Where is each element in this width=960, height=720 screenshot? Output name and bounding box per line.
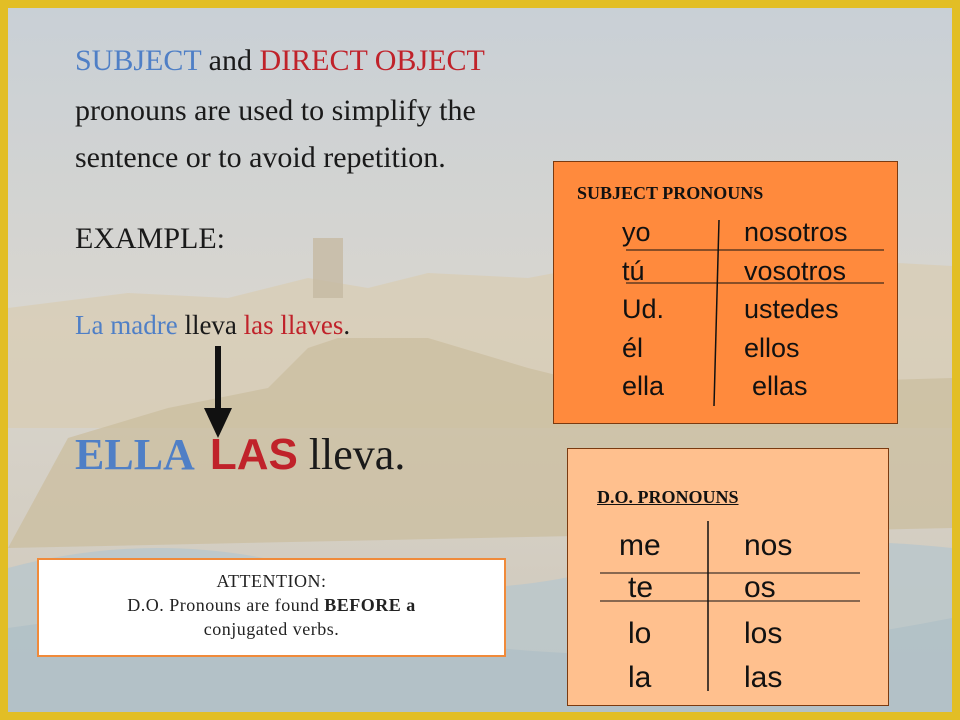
and-word: and xyxy=(201,44,260,77)
do-sg-2: te xyxy=(628,571,654,604)
example-object: las llaves xyxy=(243,310,344,340)
subj-pl-5: ellas xyxy=(752,371,808,401)
down-arrow-icon xyxy=(202,346,234,438)
do-pl-2: os xyxy=(744,571,776,604)
do-sg-3: lo xyxy=(628,617,652,650)
subj-pl-3: ustedes xyxy=(744,294,839,324)
do-sg-4: la xyxy=(628,661,652,694)
do-pronouns-header: D.O. PRONOUNS xyxy=(597,487,739,507)
do-pl-4: las xyxy=(744,661,783,694)
result-sentence xyxy=(75,430,405,480)
do-pl-3: los xyxy=(744,617,783,650)
subject-table-lines xyxy=(554,162,899,425)
attention-title: ATTENTION: xyxy=(216,571,327,591)
do-table-lines xyxy=(568,449,890,707)
attention-before-emphasis: BEFORE a xyxy=(324,595,416,615)
subj-pl-4: ellos xyxy=(744,333,800,363)
result-lleva: lleva. xyxy=(297,430,406,479)
subject-pronouns-header: SUBJECT PRONOUNS xyxy=(577,183,764,203)
example-subject: La madre xyxy=(75,310,178,340)
direct-object-word: DIRECT OBJECT xyxy=(259,44,485,77)
attention-line-2 xyxy=(39,593,504,617)
subject-pronouns-box xyxy=(553,161,898,424)
subject-word: SUBJECT xyxy=(75,44,202,77)
subj-sg-5: ella xyxy=(622,371,665,401)
example-verb: lleva xyxy=(177,310,244,340)
do-pl-1: nos xyxy=(744,529,793,562)
do-sg-1: me xyxy=(619,529,661,562)
attention-line-3: conjugated verbs. xyxy=(203,619,340,639)
result-ella: ELLA xyxy=(75,430,195,479)
subj-pl-1: nosotros xyxy=(744,217,848,247)
intro-line-1 xyxy=(75,43,485,79)
do-pronouns-box xyxy=(567,448,889,706)
attention-box xyxy=(37,558,506,657)
subj-pl-2: vosotros xyxy=(744,256,847,286)
subj-sg-4: él xyxy=(622,333,644,363)
intro-line-3: sentence or to avoid repetition. xyxy=(75,141,446,174)
attention-line-2-text: D.O. Pronouns are found xyxy=(127,595,325,615)
intro-line-2: pronouns are used to simplify the xyxy=(75,94,476,127)
example-period: . xyxy=(343,310,351,340)
subj-sg-1: yo xyxy=(622,217,651,247)
example-sentence xyxy=(75,308,350,342)
result-las: LAS xyxy=(209,430,298,479)
subj-sg-2: tú xyxy=(622,256,645,286)
example-label: EXAMPLE: xyxy=(75,222,225,255)
subj-sg-3: Ud. xyxy=(622,294,665,324)
